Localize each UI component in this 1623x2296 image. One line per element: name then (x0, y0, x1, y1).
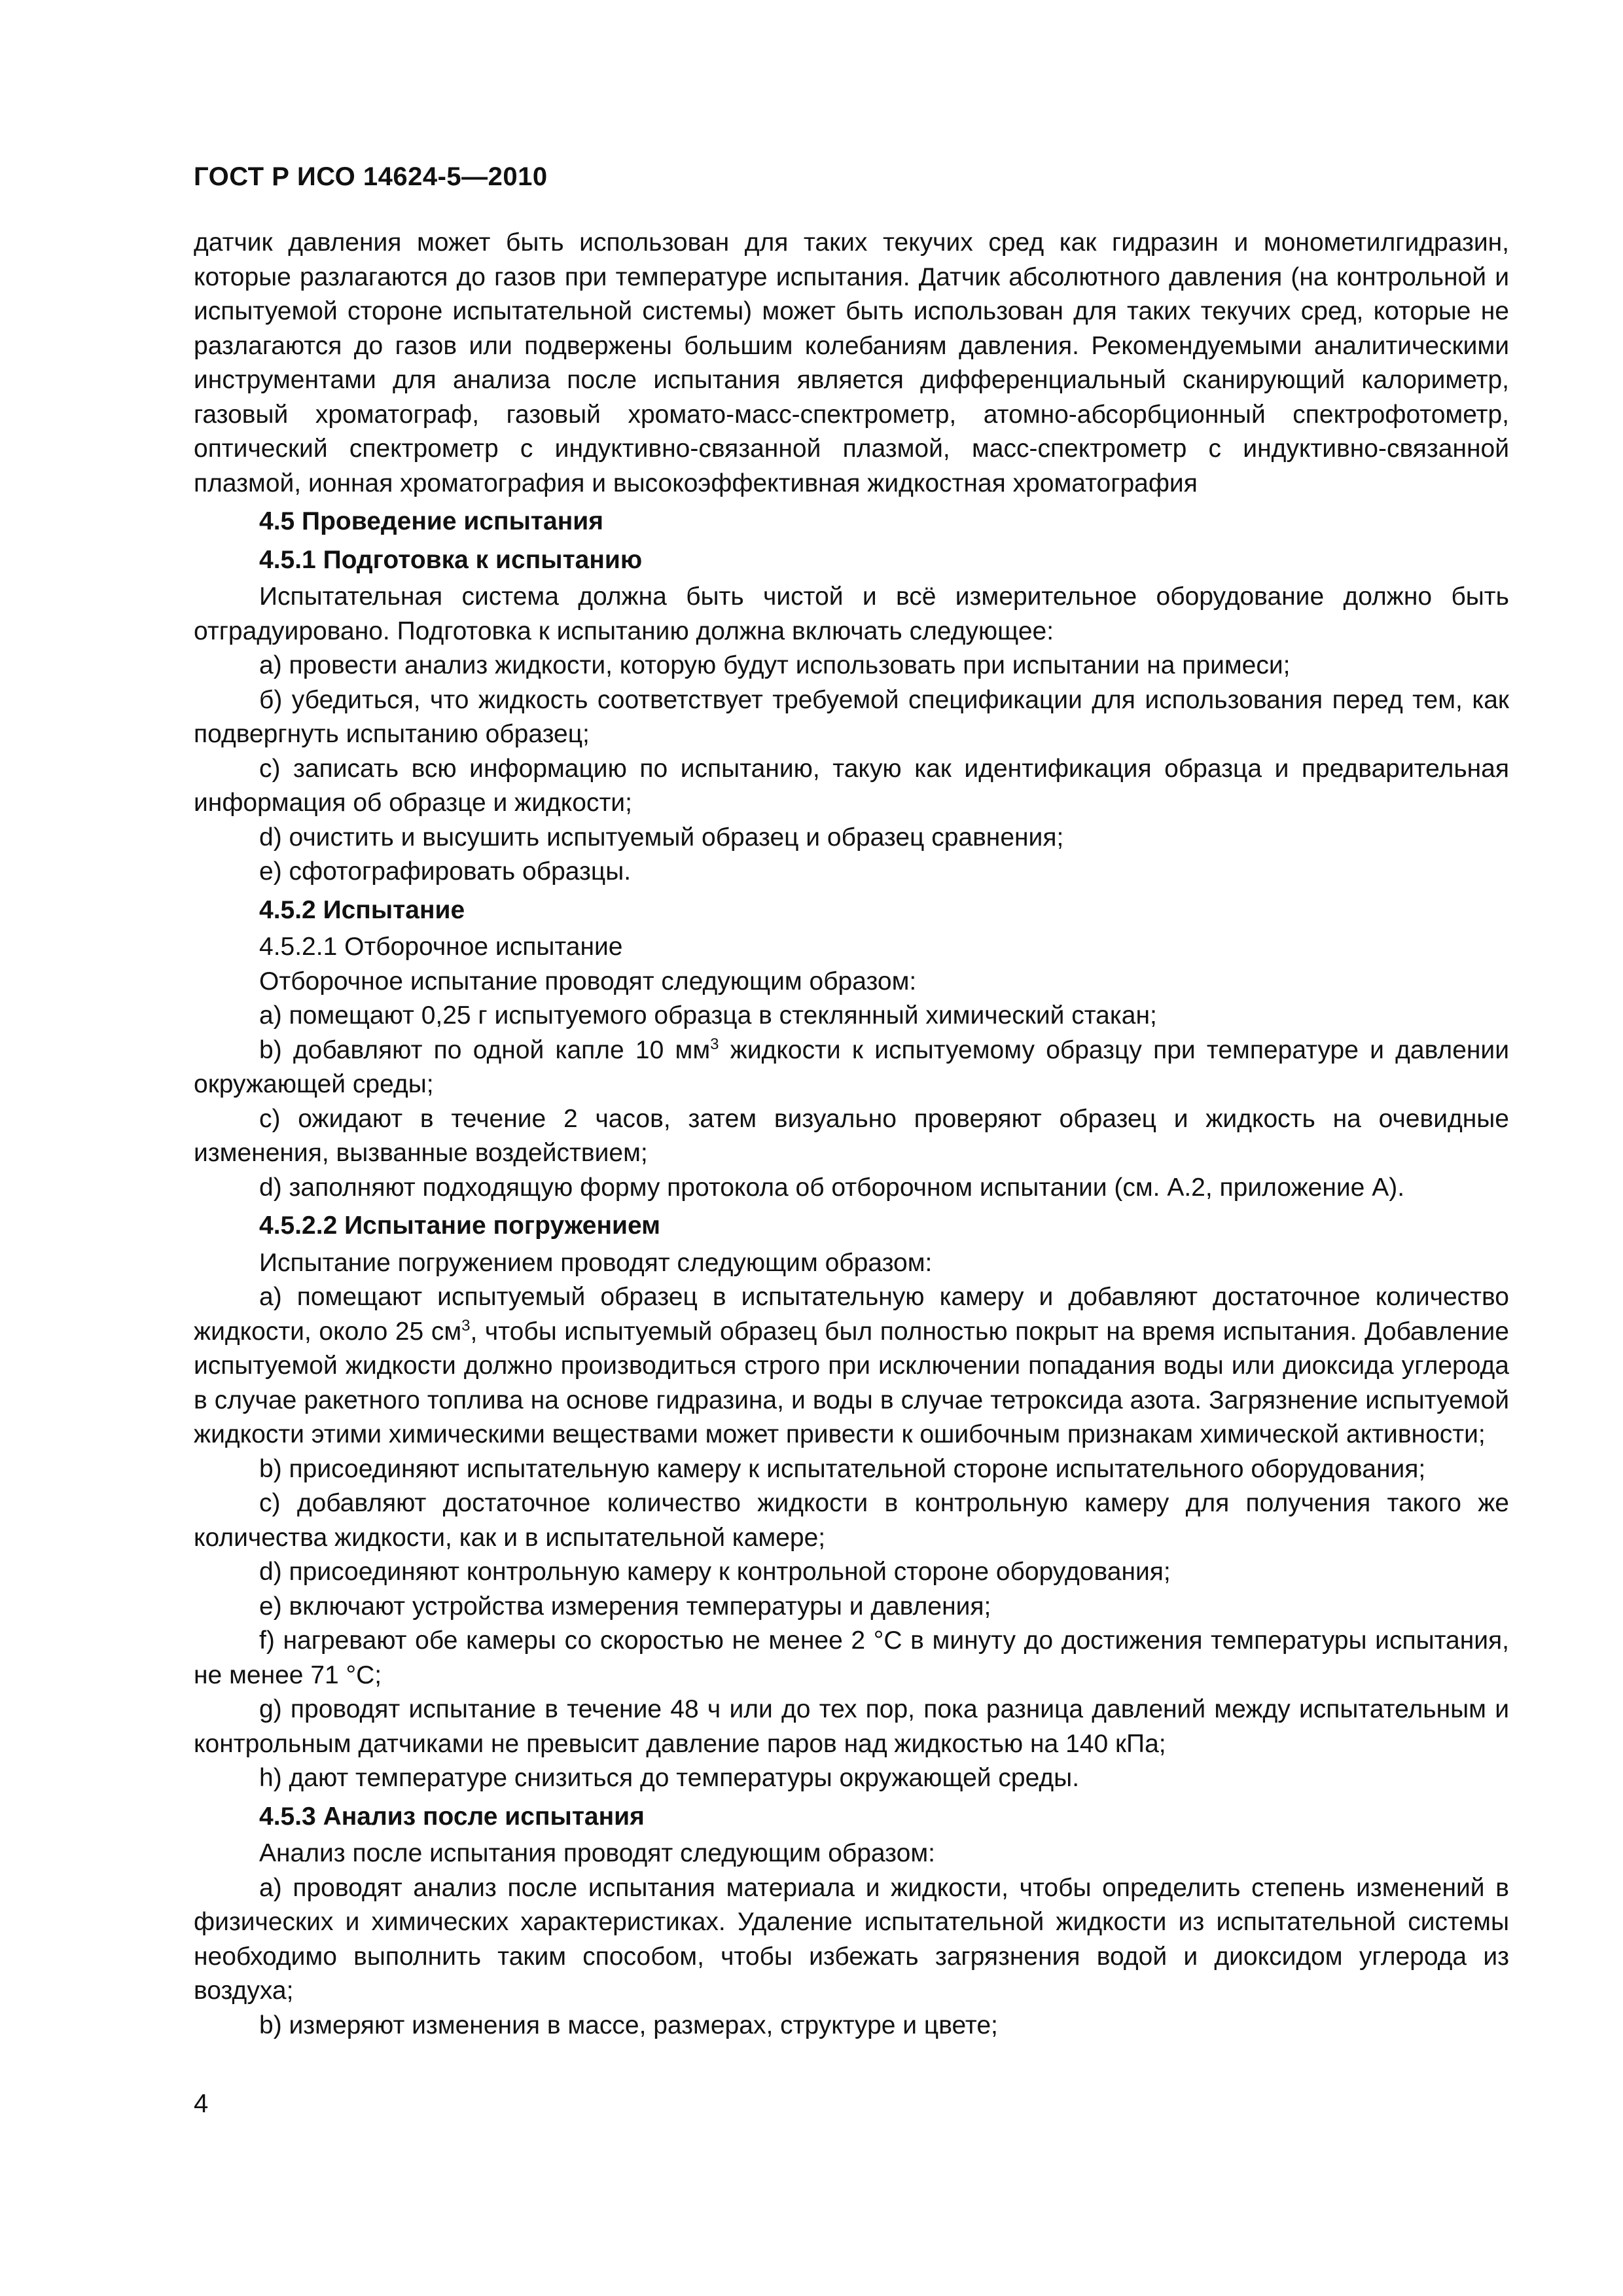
list-item: b) присоединяют испытательную камеру к испытательной стороне испытательного оборудования; (259, 1454, 1426, 1483)
list-item: d) очистить и высушить испытуемый образец и образец сравнения; (259, 823, 1064, 852)
section-4-5-3-heading: 4.5.3 Анализ после испытания (259, 1802, 645, 1831)
list-item: а) помещают 0,25 г испытуемого образца в стеклянный химический стакан; (259, 1001, 1157, 1030)
section-4-5-2-2-intro: Испытание погружением проводят следующим образом: (259, 1248, 933, 1277)
list-item-text: а) помещают испытуемый образец в испытательную камеру и добавляют достаточное количество жидкости, около 25 см (194, 1283, 1509, 1346)
list-item-text: , чтобы испытуемый образец был полностью покрыт на время испытания. Добавление испытуемой жидкости должно производиться строго при исключении попадания воды или диоксида углерода в случае ракетного топлива на основе гидразина, и воды в случае тетроксида азота. Загрязнение испытуемой жидкости этими химическими веществами может привести к ошибочным признакам химической активности; (194, 1317, 1509, 1448)
list-item: d) присоединяют контрольную камеру к контрольной стороне оборудования; (259, 1558, 1171, 1586)
list-item: c) ожидают в течение 2 часов, затем визуально проверяют образец и жидкость на очевидные изменения, вызванные воздействием; (194, 1104, 1509, 1167)
page-number: 4 (194, 2089, 209, 2118)
superscript: 3 (710, 1035, 719, 1053)
section-4-5-2-1-intro: Отборочное испытание проводят следующим образом: (259, 967, 917, 996)
document-body (194, 226, 1509, 2043)
list-item: f) нагревают обе камеры со скоростью не менее 2 °С в минуту до достижения температуры испытания, не менее 71 °С; (194, 1626, 1509, 1689)
section-4-5-3-intro: Анализ после испытания проводят следующим образом: (259, 1839, 935, 1867)
list-item-text: жидкости к испытуемому образцу при температуре и давлении окружающей среды; (194, 1035, 1509, 1098)
list-item: b) измеряют изменения в массе, размерах, структуре и цвете; (259, 2011, 998, 2039)
section-4-5-2-1-heading: 4.5.2.1 Отборочное испытание (259, 933, 623, 961)
list-item: g) проводят испытание в течение 48 ч или до тех пор, пока разница давлений между испытательным и контрольным датчиками не превысит давление паров над жидкостью на 140 кПа; (194, 1695, 1509, 1758)
list-item: а) провести анализ жидкости, которую будут использовать при испытании на примеси; (259, 651, 1291, 679)
list-item: c) добавляют достаточное количество жидкости в контрольную камеру для получения такого же количества жидкости, как и в испытательной камере; (194, 1489, 1509, 1552)
intro-paragraph: датчик давления может быть использован для таких текучих сред как гидразин и монометилгидразин, которые разлагаются до газов при температуре испытания. Датчик абсолютного давления (на контрольной и испытуемой стороне испытательной системы) может быть использован для таких текучих сред, которые не разлагаются до газов или подвержены большим колебаниям давления. Рекомендуемыми аналитическими инструментами для анализа после испытания является дифференциальный сканирующий калориметр, газовый хроматограф, газовый хромато-масс-спектрометр, атомно-абсорбционный спектрофотометр, оптический спектрометр с индуктивно-связанной плазмой, масс-спектрометр с индуктивно-связанной плазмой, ионная хроматография и высокоэффективная жидкостная хроматография (194, 228, 1509, 497)
list-item (194, 1280, 1509, 1452)
section-4-5-1-intro: Испытательная система должна быть чистой и всё измерительное оборудование должно быть отградуировано. Подготовка к испытанию должна включать следующее: (194, 583, 1509, 645)
list-item (194, 1033, 1509, 1102)
list-item: б) убедиться, что жидкость соответствует требуемой спецификации для использования перед тем, как подвергнуть испытанию образец; (194, 685, 1509, 748)
section-4-5-1-heading: 4.5.1 Подготовка к испытанию (259, 545, 643, 574)
document-code-header: ГОСТ Р ИСО 14624-5—2010 (194, 162, 548, 191)
section-4-5-2-2-heading: 4.5.2.2 Испытание погружением (259, 1211, 661, 1240)
section-4-5-2-heading: 4.5.2 Испытание (259, 895, 465, 924)
list-item: h) дают температуре снизиться до температуры окружающей среды. (259, 1764, 1080, 1792)
superscript: 3 (461, 1316, 471, 1335)
list-item-text: b) добавляют по одной капле 10 мм (259, 1035, 711, 1064)
list-item: e) сфотографировать образцы. (259, 857, 632, 886)
list-item: c) записать всю информацию по испытанию, такую как идентификация образца и предварительная информация об образце и жидкости; (194, 754, 1509, 817)
list-item: а) проводят анализ после испытания материала и жидкости, чтобы определить степень изменений в физических и химических характеристиках. Удаление испытательной жидкости из испытательной системы необходимо выполнить таким способом, чтобы избежать загрязнения водой и диоксидом углерода из воздуха; (194, 1873, 1509, 2005)
list-item: e) включают устройства измерения температуры и давления; (259, 1592, 991, 1621)
list-item: d) заполняют подходящую форму протокола об отборочном испытании (см. А.2, приложение А). (259, 1173, 1405, 1202)
section-4-5-heading: 4.5 Проведение испытания (259, 507, 603, 535)
